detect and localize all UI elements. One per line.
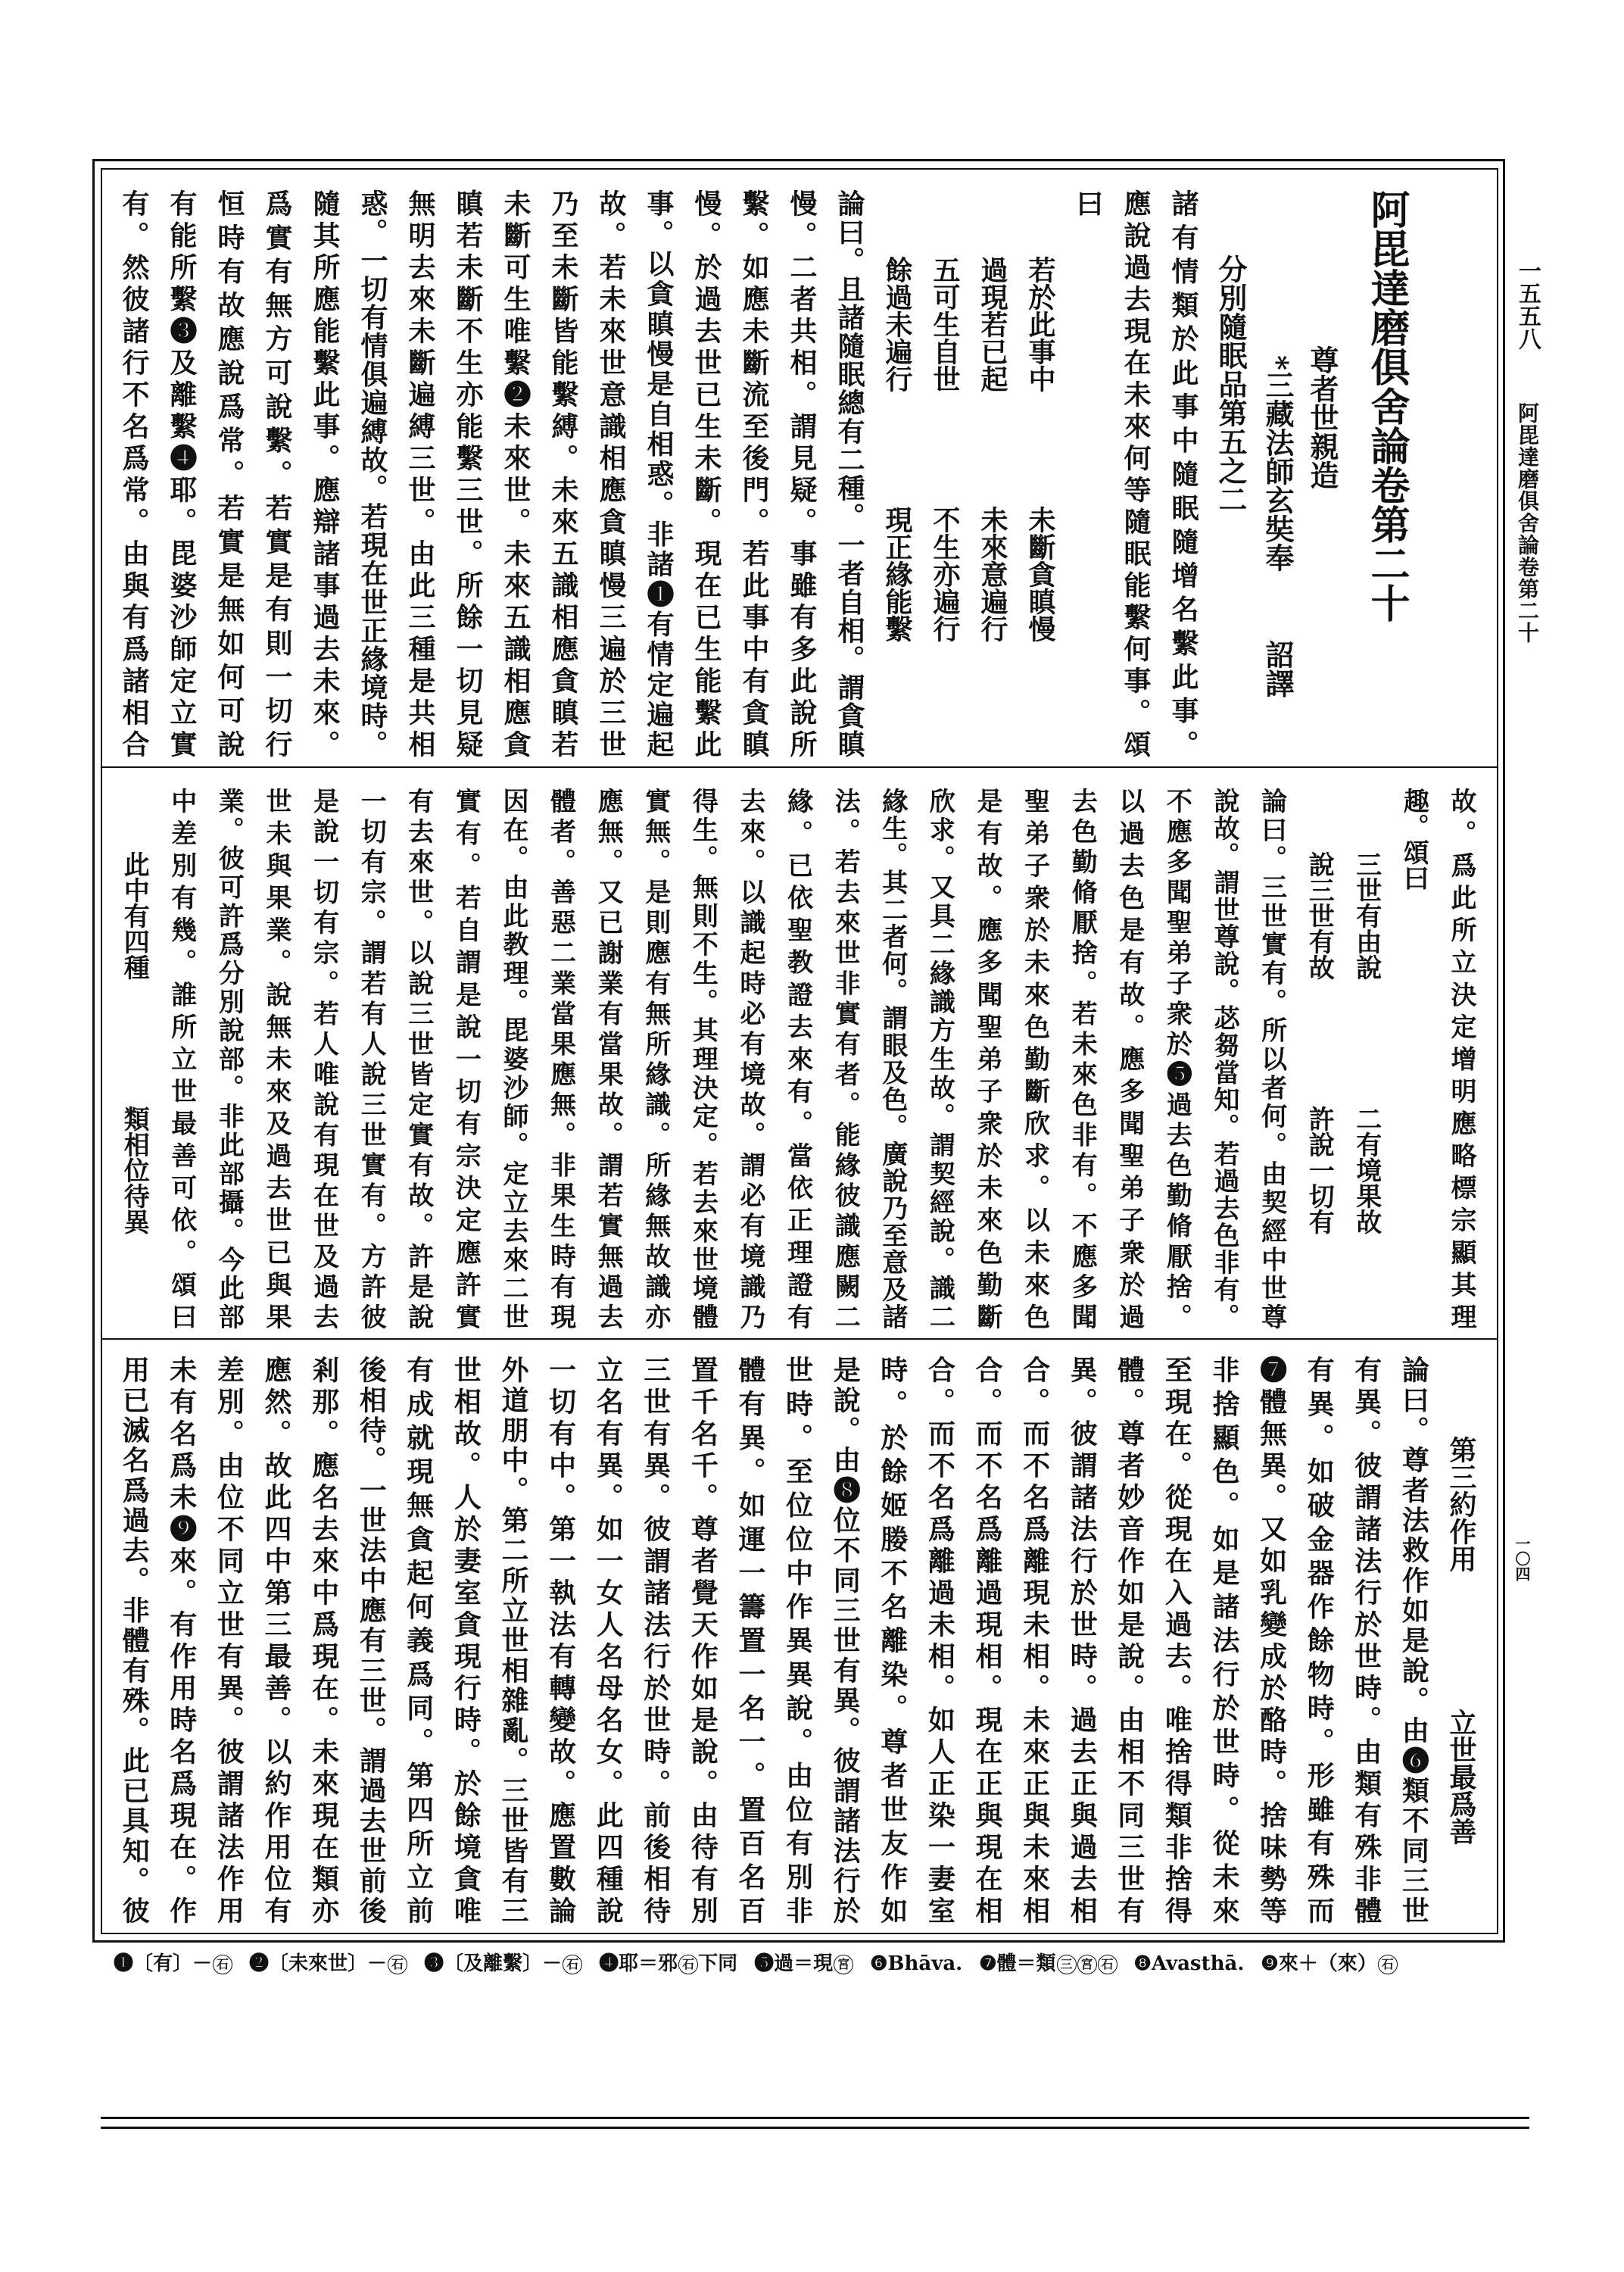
text-column: 不應多聞聖弟子衆於❺過去色勤脩厭捨。 xyxy=(1161,788,1192,1329)
text-column: 慢。於過去世已生未斷。現在已生能繫此 xyxy=(690,189,722,757)
edition-source-badge: 石 xyxy=(1378,1955,1398,1974)
text-column: 實無。是則應有無所緣識。所緣無故識亦 xyxy=(640,788,671,1329)
text-column: 有去來世。以說三世皆定實有故。許是說 xyxy=(403,788,434,1329)
translator-suffix: 詔譯 xyxy=(1261,640,1295,698)
register-divider-top xyxy=(101,766,1498,768)
footnote xyxy=(754,1952,853,1975)
edition-source-badge: 石 xyxy=(563,1955,582,1974)
text-column: 立名有異。如一女人名母名女。此四種說 xyxy=(592,1356,625,1924)
verse-line-second-half: 現正緣能繫 xyxy=(881,506,913,642)
footnote-body: 〔未來世〕－ xyxy=(269,1952,388,1975)
page-number: 一五五八 xyxy=(1514,259,1541,350)
edition-source-badge: 石 xyxy=(213,1955,232,1974)
text-column: 是有故。應多聞聖弟子衆於未來色勤斷 xyxy=(972,788,1002,1329)
text-column: 體。尊者妙音作如是說。由相不同三世有 xyxy=(1113,1356,1146,1924)
text-column: 剎那。應名去來中爲現在。未來現在類亦 xyxy=(307,1356,340,1924)
text-column: 爲實有無方可說繫。若實是有則一切行 xyxy=(261,189,293,757)
footnote-body: 過＝現 xyxy=(774,1952,834,1975)
text-column: 乃至未斷皆能繫縛。未來五識相應貪瞋若 xyxy=(547,189,579,757)
text-column: 世相故。人於妻室貪現行時。於餘境貪唯 xyxy=(450,1356,482,1924)
text-column: 有能所繫❸及離繫❹耶。毘婆沙師定立實 xyxy=(166,189,198,757)
verse-line-second-half: 類相位待異 xyxy=(119,1106,150,1234)
text-column: 有成就現無貪起何義爲同。第四所立前 xyxy=(402,1356,435,1924)
footnote-mark: ❹ xyxy=(599,1952,619,1975)
text-column: 有。然彼諸行不名爲常。由與有爲諸相合 xyxy=(118,189,150,757)
footnote-body: 〔有〕－ xyxy=(133,1952,213,1975)
text-column: 差別。由位不同立世有異。彼謂諸法作用 xyxy=(213,1356,245,1924)
text-column: 外道朋中。第二所立世相雜亂。三世皆有三 xyxy=(497,1356,529,1924)
text-column: 一切有宗。謂若有人說三世實有。方許彼 xyxy=(356,788,387,1329)
text-column: 世未與果業。說無未來及過去世已與果 xyxy=(261,788,291,1329)
author-line: 尊者世親造 xyxy=(1305,345,1339,489)
chapter-heading: 分別隨眠品第五之二 xyxy=(1214,254,1248,513)
text-column: 應然。故此四中第三最善。以約作用位有 xyxy=(260,1356,292,1924)
footnote xyxy=(1134,1952,1245,1975)
text-column: 去色勤脩厭捨。若未來色非有。不應多聞 xyxy=(1067,788,1098,1329)
footnote xyxy=(979,1952,1117,1975)
footnote-mark: ❸ xyxy=(424,1952,444,1975)
footnote-body: 耶＝邪 xyxy=(619,1952,678,1975)
verse-line-first-half: 三世有由說 xyxy=(1351,851,1382,980)
translator-line: *三藏法師玄奘奉 xyxy=(1261,355,1295,572)
text-column: 異。彼謂諸法行於世時。過去正與過去相 xyxy=(1066,1356,1099,1924)
text-column: 聖弟子衆於未來色勤斷欣求。以未來色 xyxy=(1019,788,1050,1329)
edition-source-badge: 宮 xyxy=(834,1955,853,1974)
text-column: 有異。如破金器作餘物時。形雖有殊而 xyxy=(1303,1356,1336,1924)
text-column: 法。若去來世非實有者。能緣彼識應闕二 xyxy=(830,788,861,1329)
page-marker: 一〇四 xyxy=(1513,1536,1531,1581)
footnote-mark: ❽ xyxy=(1133,1952,1152,1975)
text-column: 繫。如應未斷流至後門。若此事中有貪瞋 xyxy=(738,189,770,757)
text-column: 說故。謂世尊說。苾芻當知。若過去色非有。 xyxy=(1209,788,1239,1329)
verse-line-second-half: 未斷貪瞋慢 xyxy=(1024,506,1056,642)
text-column: 實有。若自謂是說一切有宗決定應許實 xyxy=(450,788,482,1329)
text-column: 三世有異。彼謂諸法行於世時。前後相待 xyxy=(639,1356,672,1924)
footnote-body: 體＝類 xyxy=(996,1952,1056,1975)
footnote xyxy=(1261,1952,1397,1975)
text-column: 瞋若未斷不生亦能繫三世。所餘一切見疑 xyxy=(452,189,484,757)
text-column: 未斷可生唯繫❷未來世。未來五識相應貪 xyxy=(500,189,531,757)
text-column: 是說一切有宗。若人唯說有現在世及過去 xyxy=(308,788,339,1329)
verse-line-first-half: 第三約作用 xyxy=(1445,1435,1477,1572)
bottom-rule-1 xyxy=(101,2117,1529,2119)
text-column: 世時。至位位中作異異說。由位有別非 xyxy=(781,1356,814,1924)
footnote-mark: ❼ xyxy=(979,1952,997,1975)
text-column: 論曰。三世實有。所以者何。由契經中世尊 xyxy=(1256,788,1287,1329)
text-column: 因在。由此教理。毘婆沙師。定立去來二世 xyxy=(498,788,528,1329)
text-column: 業。彼可許爲分別說部。非此部攝。今此部 xyxy=(214,788,245,1329)
text-column: 是說。由❽位不同三世有異。彼謂諸法行於 xyxy=(829,1356,862,1924)
register-divider-bottom xyxy=(101,1338,1498,1340)
footnote-body: 來＋（來） xyxy=(1278,1952,1377,1975)
text-column: 趣。頌曰 xyxy=(1398,788,1429,891)
verse-line-second-half: 未來意遍行 xyxy=(977,506,1008,642)
text-column: 緣。已依聖教證去來有。當依正理證有 xyxy=(782,788,813,1329)
text-column: 故。爲此所立決定增明應略標宗顯其理 xyxy=(1446,788,1476,1329)
text-column: 事。以貪瞋慢是自相惑。非諸❶有情定遍起 xyxy=(643,189,675,757)
text-column: 有異。彼謂諸法行於世時。由類有殊非體 xyxy=(1350,1356,1382,1924)
edition-source-badge: 宮 xyxy=(1077,1955,1097,1974)
text-column: 非捨顯色。如是諸法行於世時。從未來 xyxy=(1208,1356,1240,1924)
verse-line-first-half: 若於此事中 xyxy=(1024,256,1056,392)
text-column: 論曰。尊者法救作如是說。由❻類不同三世 xyxy=(1398,1356,1430,1924)
text-column: 應說過去現在未來何等隨眠能繫何事。頌 xyxy=(1120,189,1152,757)
verse-line-second-half: 立世最爲善 xyxy=(1445,1709,1477,1846)
text-column: 慢。二者共相。謂見疑。事雖有多此說所 xyxy=(786,189,818,757)
text-column: 緣生。其二者何。謂眼及色。廣說乃至意及諸 xyxy=(877,788,908,1329)
running-title: 阿毘達磨俱舍論卷第二十 xyxy=(1515,402,1540,644)
footnote-mark: ❶ xyxy=(114,1952,134,1975)
text-column: 置千名千。尊者覺天作如是說。由待有別 xyxy=(687,1356,719,1924)
footnote-note: 下同 xyxy=(698,1952,738,1975)
text-column: 中差別有幾。誰所立世最善可依。頌曰 xyxy=(166,788,197,1329)
footnote-mark: ❾ xyxy=(1261,1952,1279,1975)
footnote xyxy=(249,1952,407,1975)
text-column: 隨其所應能繫此事。應辯諸事過去未來。 xyxy=(309,189,341,757)
footnotes xyxy=(114,1948,1414,1976)
footnote xyxy=(424,1952,582,1975)
verse-line-second-half: 許說一切有 xyxy=(1304,1106,1335,1234)
text-column: 至現在。從現在入過去。唯捨得類非捨得 xyxy=(1161,1356,1193,1924)
verse-line-first-half: 五可生自世 xyxy=(929,256,961,392)
text-column: 體有異。如運一籌置一名一。置百名百 xyxy=(734,1356,766,1924)
text-column: 合。而不名爲離現未相。未來正與未來相 xyxy=(1018,1356,1051,1924)
text-column: ❼體無異。又如乳變成於酪時。捨味勢等 xyxy=(1255,1356,1288,1924)
text-column: 應無。又已謝業有當果故。謂若實無過去 xyxy=(593,788,624,1329)
text-column: 恒時有故應說爲常。若實是無如何可說 xyxy=(214,189,245,757)
verse-line-first-half: 餘過未遍行 xyxy=(881,256,913,392)
footnote-body: Bhāva. xyxy=(887,1952,963,1975)
edition-source-badge: 三 xyxy=(1057,1955,1077,1974)
text-column: 惑。一切有情俱遍縛故。若現在世正緣境時。 xyxy=(357,189,388,757)
footnote-mark: ❷ xyxy=(249,1952,270,1975)
edition-source-badge: 石 xyxy=(388,1955,407,1974)
text-column: 體者。善惡二業當果應無。非果生時有現 xyxy=(545,788,576,1329)
bottom-rule-2 xyxy=(101,2127,1529,2129)
text-column: 得生。無則不生。其理決定。若去來世境體 xyxy=(687,788,718,1329)
text-column: 用已滅名爲過去。非體有殊。此已具知。彼 xyxy=(118,1356,151,1924)
footnote-body: 〔及離繫〕－ xyxy=(444,1952,563,1975)
footnote xyxy=(114,1952,232,1975)
footnote-mark: ❺ xyxy=(754,1952,775,1975)
text-column: 一切有中。第一執法有轉變故。應置數論 xyxy=(544,1356,577,1924)
text-column: 時。於餘姬媵不名離染。尊者世友作如 xyxy=(876,1356,909,1924)
text-column: 論曰。且諸隨眠總有二種。一者自相。謂貪瞋 xyxy=(834,189,865,757)
text-column: 曰 xyxy=(1072,189,1104,217)
edition-source-badge: 石 xyxy=(1098,1955,1117,1974)
text-column: 合。而不名爲離過現相。現在正與現在相 xyxy=(971,1356,1003,1924)
footnote xyxy=(870,1952,962,1975)
verse-line-second-half: 不生亦遍行 xyxy=(929,506,961,642)
text-column: 諸有情類於此事中隨眠隨增名繫此事。 xyxy=(1167,189,1199,757)
footnote-mark: ❻ xyxy=(870,1952,888,1975)
verse-line-first-half: 說三世有故 xyxy=(1304,851,1335,980)
verse-line-first-half: 過現若已起 xyxy=(977,256,1008,392)
text-column: 後相待。一世法中應有三世。謂過去世前後 xyxy=(355,1356,388,1924)
verse-line-second-half: 二有境果故 xyxy=(1351,1106,1382,1234)
text-column: 合。而不名爲離過未相。如人正染一妻室 xyxy=(924,1356,956,1924)
footnote-body: Avasthā. xyxy=(1151,1952,1245,1975)
text-column: 故。若未來世意識相應貪瞋慢三遍於三世 xyxy=(595,189,627,757)
text-column: 未有名爲未❾來。有作用時名爲現在。作 xyxy=(165,1356,198,1924)
text-column: 欣求。又具二緣識方生故。謂契經說。識二 xyxy=(924,788,955,1329)
footnote xyxy=(599,1952,737,1975)
volume-title: 阿毘達磨俱舍論卷第二十 xyxy=(1364,189,1410,623)
text-column: 去來。以識起時必有境故。謂必有境識乃 xyxy=(735,788,765,1329)
verse-line-first-half: 此中有四種 xyxy=(119,851,150,980)
edition-source-badge: 石 xyxy=(678,1955,698,1974)
text-column: 以過去色是有故。應多聞聖弟子衆於過 xyxy=(1114,788,1145,1329)
text-column: 無明去來未斷遍縛三世。由此三種是共相 xyxy=(404,189,436,757)
